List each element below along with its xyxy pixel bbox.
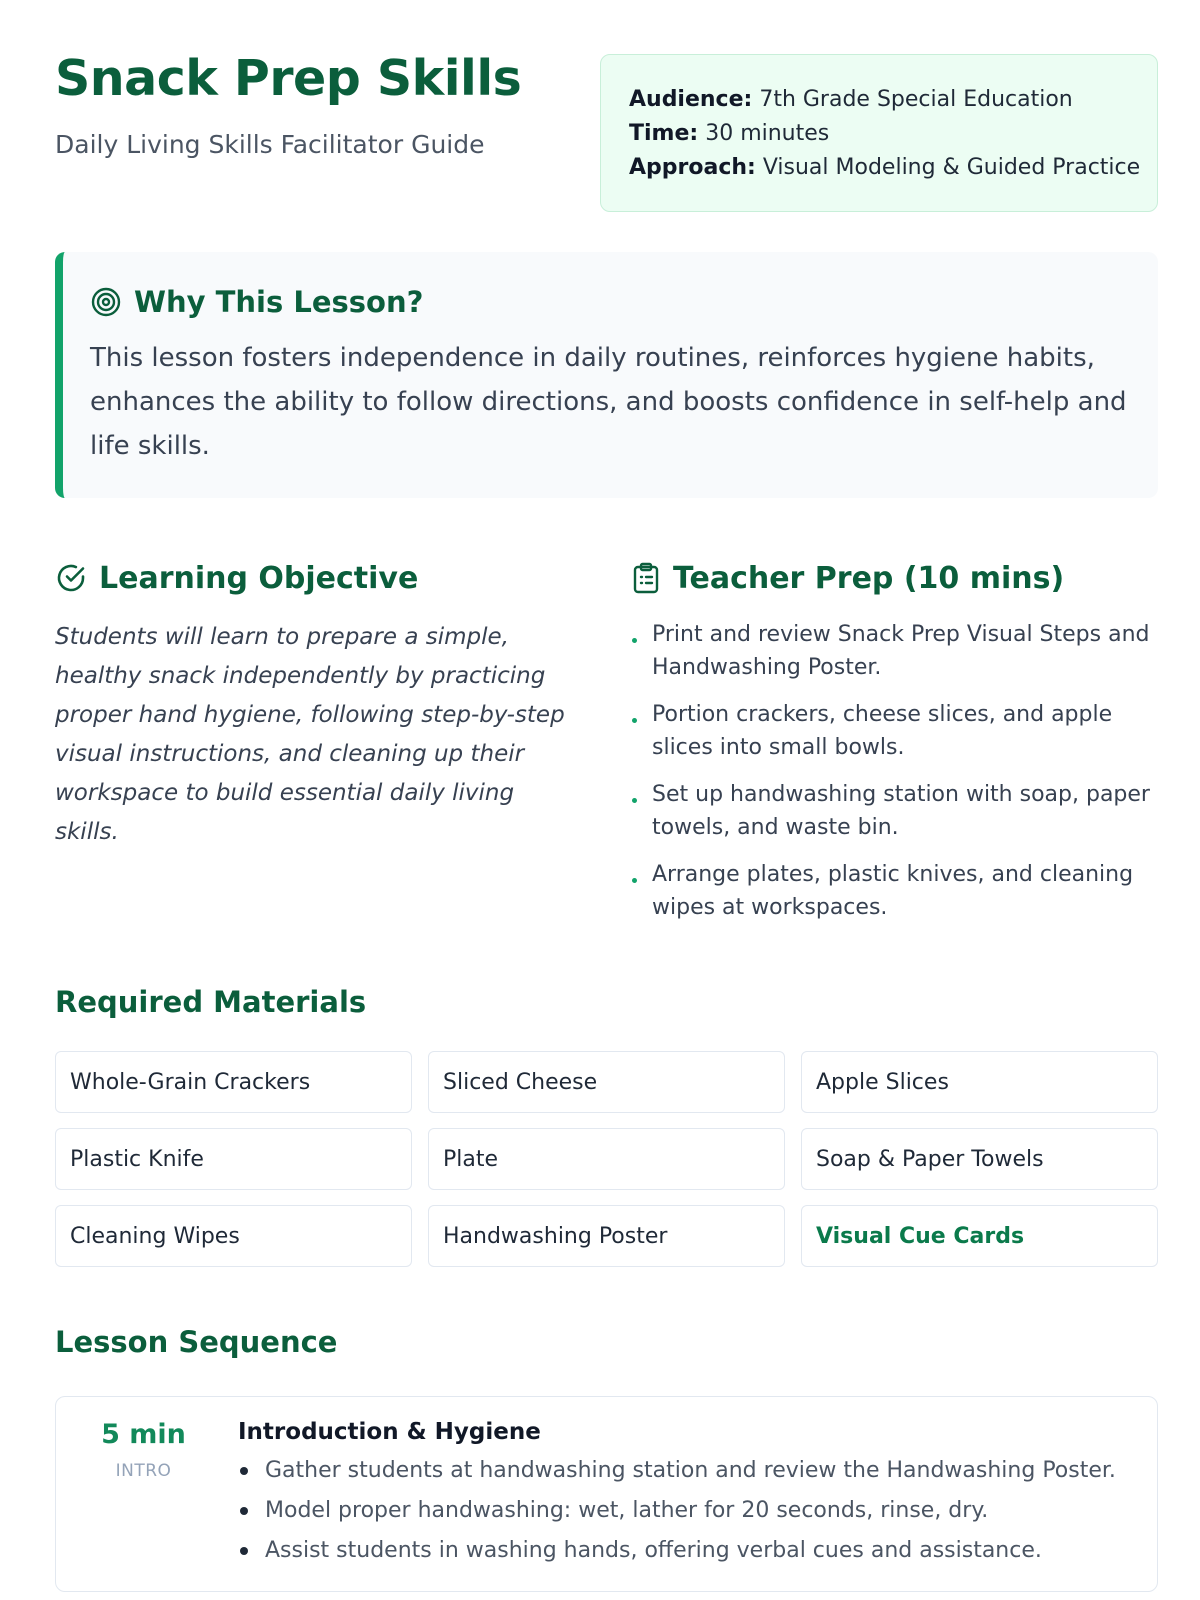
teacher-prep-heading <box>631 556 1064 600</box>
step-title: Introduction & Hygiene <box>238 1419 541 1445</box>
objective-title: Learning Objective <box>99 560 419 596</box>
step-bullet: Assist students in washing hands, offering verbal cues and assistance. <box>238 1531 1138 1571</box>
why-this-lesson-box <box>55 252 1158 498</box>
approach-value: Visual Modeling & Guided Practice <box>762 155 1141 180</box>
material-item: Cleaning Wipes <box>55 1205 412 1267</box>
step-bullet: Gather students at handwashing station and review the Handwashing Poster. <box>238 1451 1138 1491</box>
why-text: This lesson fosters independence in daily routines, reinforces hygiene habits, enhances the ability to follow directions, and boosts confidence in self-help and life skills. <box>90 343 1127 461</box>
clipboard-icon <box>631 562 661 594</box>
lesson-meta-box <box>600 54 1158 212</box>
prep-item: Set up handwashing station with soap, paper towels, and waste bin. <box>630 778 1150 844</box>
prep-item: Arrange plates, plastic knives, and cleaning wipes at workspaces. <box>630 858 1150 924</box>
audience-label: Audience: <box>629 87 753 112</box>
prep-item: Print and review Snack Prep Visual Steps and Handwashing Poster. <box>630 618 1150 684</box>
why-heading <box>90 280 1128 324</box>
step-bullet-list <box>238 1451 1138 1571</box>
teacher-prep-list <box>630 618 1150 938</box>
time-label: Time: <box>629 121 699 146</box>
facilitator-guide-page <box>55 0 1158 1600</box>
sequence-step-card <box>55 1396 1158 1592</box>
lesson-sequence-title: Lesson Sequence <box>55 1325 338 1359</box>
objective-text: Students will learn to prepare a simple, healthy snack independently by practicing proper hand hygiene, following step-by-step visual instructions, and cleaning up their workspace to build essential daily living skills. <box>55 624 565 845</box>
target-icon <box>90 286 122 318</box>
check-circle-icon <box>55 562 87 594</box>
materials-title: Required Materials <box>55 985 367 1019</box>
approach-row <box>629 151 1157 185</box>
material-item: Plastic Knife <box>55 1128 412 1190</box>
material-item: Plate <box>428 1128 785 1190</box>
time-value: 30 minutes <box>705 121 830 146</box>
step-phase: INTRO <box>115 1461 172 1481</box>
materials-grid <box>55 1051 1158 1267</box>
material-item: Sliced Cheese <box>428 1051 785 1113</box>
material-item: Handwashing Poster <box>428 1205 785 1267</box>
audience-value: 7th Grade Special Education <box>759 87 1073 112</box>
objective-heading <box>55 556 418 600</box>
teacher-prep-title: Teacher Prep (10 mins) <box>673 560 1065 596</box>
step-bullet: Model proper handwashing: wet, lather for 20 seconds, rinse, dry. <box>238 1491 1138 1531</box>
why-title: Why This Lesson? <box>134 285 424 319</box>
material-item: Whole-Grain Crackers <box>55 1051 412 1113</box>
step-body <box>238 1419 1138 1571</box>
material-item: Soap & Paper Towels <box>801 1128 1158 1190</box>
prep-item: Portion crackers, cheese slices, and apple slices into small bowls. <box>630 698 1150 764</box>
audience-row <box>629 83 1157 117</box>
page-title: Snack Prep Skills <box>55 50 522 107</box>
step-duration: 5 min <box>101 1419 186 1450</box>
material-item-highlighted: Visual Cue Cards <box>801 1205 1158 1267</box>
time-row <box>629 117 1157 151</box>
approach-label: Approach: <box>629 155 756 180</box>
page-subtitle: Daily Living Skills Facilitator Guide <box>55 130 485 159</box>
material-item: Apple Slices <box>801 1051 1158 1113</box>
